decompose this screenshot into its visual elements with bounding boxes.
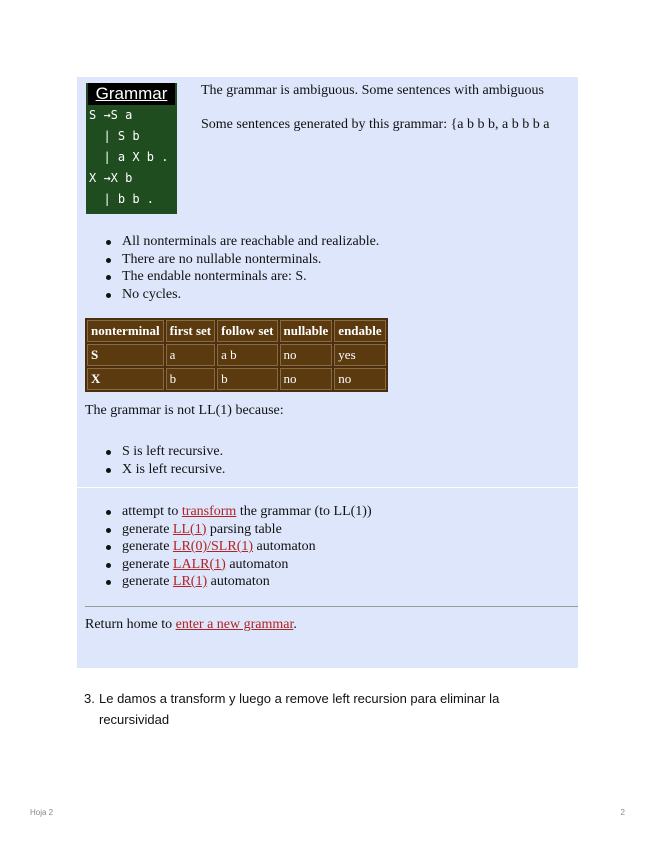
screenshot-panel (77, 77, 578, 668)
step-text: Le damos a transform y luego a remove left recursion para eliminar la recursividad (99, 691, 500, 727)
column-header: nullable (280, 320, 333, 342)
action-text: the grammar (to LL(1)) (236, 504, 372, 519)
not-ll1-heading: The grammar is not LL(1) because: (85, 403, 284, 418)
lr1-link[interactable]: LR(1) (172, 574, 208, 589)
list-item (77, 556, 372, 574)
table-cell: no (280, 368, 333, 390)
table-cell: yes (334, 344, 385, 366)
table-header-row (87, 320, 386, 342)
action-text: automaton (207, 574, 270, 589)
home-text: . (293, 617, 297, 632)
grammar-line: | b b . (89, 192, 155, 206)
table-cell: b (166, 368, 216, 390)
list-item (77, 503, 372, 521)
table-cell: b (217, 368, 277, 390)
table-cell: X (87, 368, 164, 390)
step-number: 3. (84, 691, 95, 706)
action-text: generate (122, 521, 173, 537)
grammar-title: Grammar (88, 83, 175, 105)
home-text: Return home to (85, 617, 176, 632)
action-text: generate (122, 556, 173, 572)
action-text: automaton (225, 556, 289, 572)
return-home-line (85, 617, 297, 633)
action-text: attempt to (122, 504, 182, 519)
divider (77, 487, 578, 488)
list-item: The endable nonterminals are: S. (77, 268, 379, 286)
table-cell: a b (217, 344, 277, 366)
list-item: X is left recursive. (77, 461, 225, 479)
column-header: first set (166, 320, 216, 342)
grammar-line: S →S a (89, 108, 133, 122)
table-row (87, 368, 386, 390)
divider (85, 606, 578, 607)
table-cell: a (166, 344, 216, 366)
list-item: S is left recursive. (77, 443, 225, 461)
transform-link[interactable]: transform (181, 504, 237, 519)
table-cell: no (280, 344, 333, 366)
footer-page-number: 2 (620, 808, 625, 817)
action-text: generate (122, 539, 173, 554)
list-item: No cycles. (77, 286, 379, 304)
grammar-line: | S b (89, 129, 140, 143)
table-cell: S (87, 344, 164, 366)
grammar-facts-list (77, 233, 379, 303)
list-item: All nonterminals are reachable and realizable. (77, 233, 379, 251)
action-text: automaton (253, 539, 316, 554)
lalr1-link[interactable]: LALR(1) (172, 556, 226, 572)
list-item (77, 538, 372, 556)
column-header: follow set (217, 320, 277, 342)
list-item (77, 521, 372, 539)
step-paragraph (84, 688, 564, 730)
reasons-list (77, 443, 225, 478)
ll1-table-link[interactable]: LL(1) (172, 521, 207, 537)
column-header: endable (334, 320, 385, 342)
table-row (87, 344, 386, 366)
column-header: nonterminal (87, 320, 164, 342)
footer-sheet-label: Hoja 2 (30, 808, 54, 817)
grammar-box (86, 83, 177, 214)
list-item: There are no nullable nonterminals. (77, 251, 379, 269)
ambiguity-note: The grammar is ambiguous. Some sentences with ambiguous (201, 83, 544, 98)
action-text: parsing table (206, 521, 282, 537)
lr0-slr1-link[interactable]: LR(0)/SLR(1) (172, 539, 254, 554)
actions-list (77, 503, 372, 591)
list-item (77, 573, 372, 591)
new-grammar-link[interactable]: enter a new grammar (175, 617, 294, 632)
sample-sentences: Some sentences generated by this grammar: {a b b b, a b b b a (201, 117, 550, 132)
table-cell: no (334, 368, 385, 390)
action-text: generate (122, 574, 173, 589)
grammar-line: X →X b (89, 171, 133, 185)
grammar-line: | a X b . (89, 150, 169, 164)
nonterminal-table (85, 318, 388, 392)
